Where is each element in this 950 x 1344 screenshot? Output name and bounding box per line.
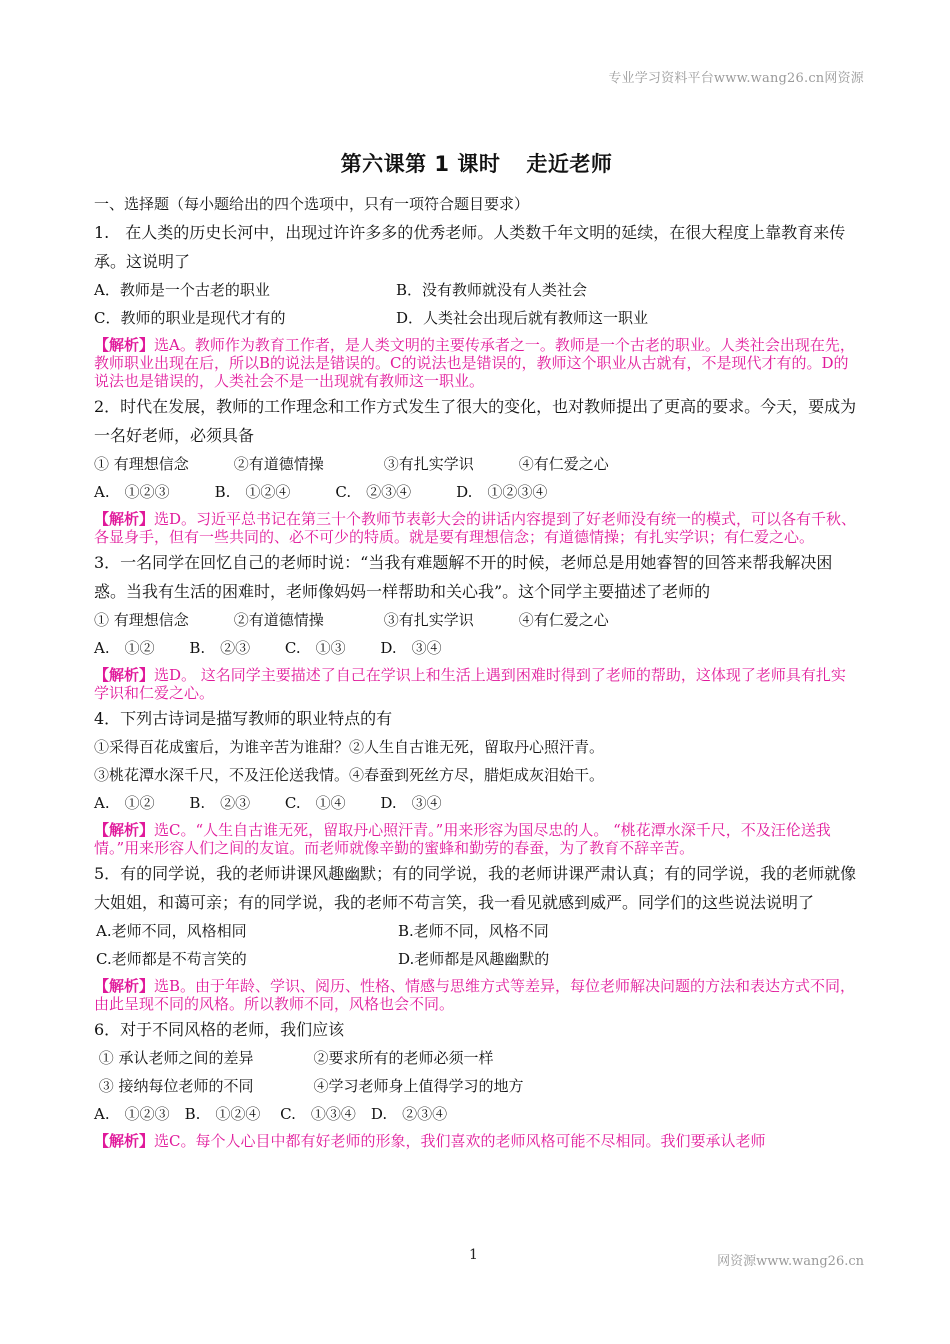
page-number: 1 [469, 1247, 478, 1263]
page-title [94, 148, 859, 178]
title-part-2: 走近老师 [526, 152, 613, 176]
title-part-1: 第六课第 1 课时 [340, 152, 501, 176]
analysis-text: 选C。“人生自古谁无死，留取丹心照汗青。”用来形容为国尽忠的人。 “桃花潭水深千尺，不及汪伦送我情。”用来形容人们之间的友谊。而老师就像辛勤的蜜蜂和勤劳的春蚕，为了教育不辞辛苦。 [94, 821, 831, 857]
analysis-text: 选B。由于年龄、学识、阅历、性格、情感与思维方式等差异，每位老师解决问题的方法和表达方式不同，由此呈现不同的风格。所以教师不同，风格也会不同。 [94, 977, 856, 1013]
option-a: A.老师不同，风格相同 [96, 922, 247, 940]
statement-line: ① 有理想信念 ②有道德情操 ③有扎实学识 ④有仁爱之心 [94, 455, 609, 473]
options-line: A. ①②③ B. ①②④ C. ①③④ D. ②③④ [94, 1105, 448, 1123]
option-d: D.老师都是风趣幽默的 [398, 950, 550, 968]
analysis [94, 1132, 859, 1150]
analysis [94, 977, 859, 1013]
question-stem: 3．一名同学在回忆自己的老师时说：“当我有难题解不开的时候，老师总是用她睿智的回答来帮我解决困惑。当我有生活的困难时，老师像妈妈一样帮助和关心我”。这个同学主要描述了老师的 [94, 553, 833, 601]
option-b: B．没有教师就没有人类社会 [396, 281, 588, 299]
question-1 [94, 218, 859, 390]
page-footer-source: 网资源www.wang26.cn [717, 1254, 864, 1269]
analysis-tag: 【解析】 [94, 821, 155, 839]
question-stem: 6．对于不同风格的老师，我们应该 [94, 1020, 345, 1039]
page-header-source: 专业学习资料平台www.wang26.cn网资源 [608, 71, 864, 86]
analysis [94, 510, 859, 546]
question-2 [94, 392, 859, 546]
document-body [94, 140, 859, 1152]
options-line: A. ①②③ B. ①②④ C. ②③④ D. ①②③④ [94, 483, 548, 501]
statement-line: ① 承认老师之间的差异 ②要求所有的老师必须一样 [94, 1049, 494, 1067]
question-stem: 4．下列古诗词是描写教师的职业特点的有 [94, 709, 393, 728]
question-4 [94, 704, 859, 857]
analysis [94, 821, 859, 857]
section-heading: 一、选择题（每小题给出的四个选项中，只有一项符合题目要求） [94, 195, 530, 213]
analysis-tag: 【解析】 [94, 336, 155, 354]
option-b: B.老师不同，风格不同 [398, 922, 549, 940]
analysis-tag: 【解析】 [94, 1132, 155, 1150]
analysis-tag: 【解析】 [94, 510, 155, 528]
statement-line: ① 有理想信念 ②有道德情操 ③有扎实学识 ④有仁爱之心 [94, 611, 609, 629]
option-d: D．人类社会出现后就有教师这一职业 [396, 309, 649, 327]
analysis-tag: 【解析】 [94, 666, 155, 684]
statement-line: ③桃花潭水深千尺，不及汪伦送我情。④春蚕到死丝方尽，腊炬成灰泪始干。 [94, 766, 605, 784]
question-stem: 1. 在人类的历史长河中，出现过许许多多的优秀老师。人类数千年文明的延续，在很大程度上靠教育来传承。这说明了 [94, 223, 846, 271]
analysis-tag: 【解析】 [94, 977, 155, 995]
option-a: A．教师是一个古老的职业 [94, 281, 270, 299]
statement-line: ③ 接纳每位老师的不同 ④学习老师身上值得学习的地方 [94, 1077, 524, 1095]
options-line: A. ①② B. ②③ C. ①④ D. ③④ [94, 794, 442, 812]
analysis [94, 336, 859, 390]
analysis [94, 666, 859, 702]
question-stem: 2．时代在发展，教师的工作理念和工作方式发生了很大的变化，也对教师提出了更高的要求。今天，要成为一名好老师，必须具备 [94, 397, 857, 445]
question-3 [94, 548, 859, 702]
question-5 [94, 859, 859, 1013]
analysis-text: 选D。习近平总书记在第三十个教师节表彰大会的讲话内容提到了好老师没有统一的模式，可以各有千秋、各显身手，但有一些共同的、必不可少的特质。就是要有理想信念；有道德情操；有扎实学识；有仁爱之心。 [94, 510, 857, 546]
question-stem: 5．有的同学说，我的老师讲课风趣幽默；有的同学说，我的老师讲课严肃认真；有的同学说，我的老师就像大姐姐，和蔼可亲；有的同学说，我的老师不苟言笑，我一看见就感到威严。同学们的这些说法说明了 [94, 864, 857, 912]
statement-line: ①采得百花成蜜后，为谁辛苦为谁甜？②人生自古谁无死，留取丹心照汗青。 [94, 738, 605, 756]
analysis-text: 选D。 这名同学主要描述了自己在学识上和生活上遇到困难时得到了老师的帮助，这体现了老师具有扎实学识和仁爱之心。 [94, 666, 846, 702]
analysis-text: 选A。教师作为教育工作者，是人类文明的主要传承者之一。教师是一个古老的职业。人类社会出现在先，教师职业出现在后，所以B的说法是错误的。C的说法也是错误的，教师这个职业从古就有，不是现代才有的。D的说法也是错误的，人类社会不是一出现就有教师这一职业。 [94, 336, 855, 390]
options-line: A. ①② B. ②③ C. ①③ D. ③④ [94, 639, 442, 657]
analysis-text: 选C。每个人心目中都有好老师的形象，我们喜欢的老师风格可能不尽相同。我们要承认老师 [154, 1132, 766, 1150]
option-c: C．教师的职业是现代才有的 [94, 309, 286, 327]
question-6 [94, 1015, 859, 1150]
option-c: C.老师都是不苟言笑的 [96, 950, 247, 968]
